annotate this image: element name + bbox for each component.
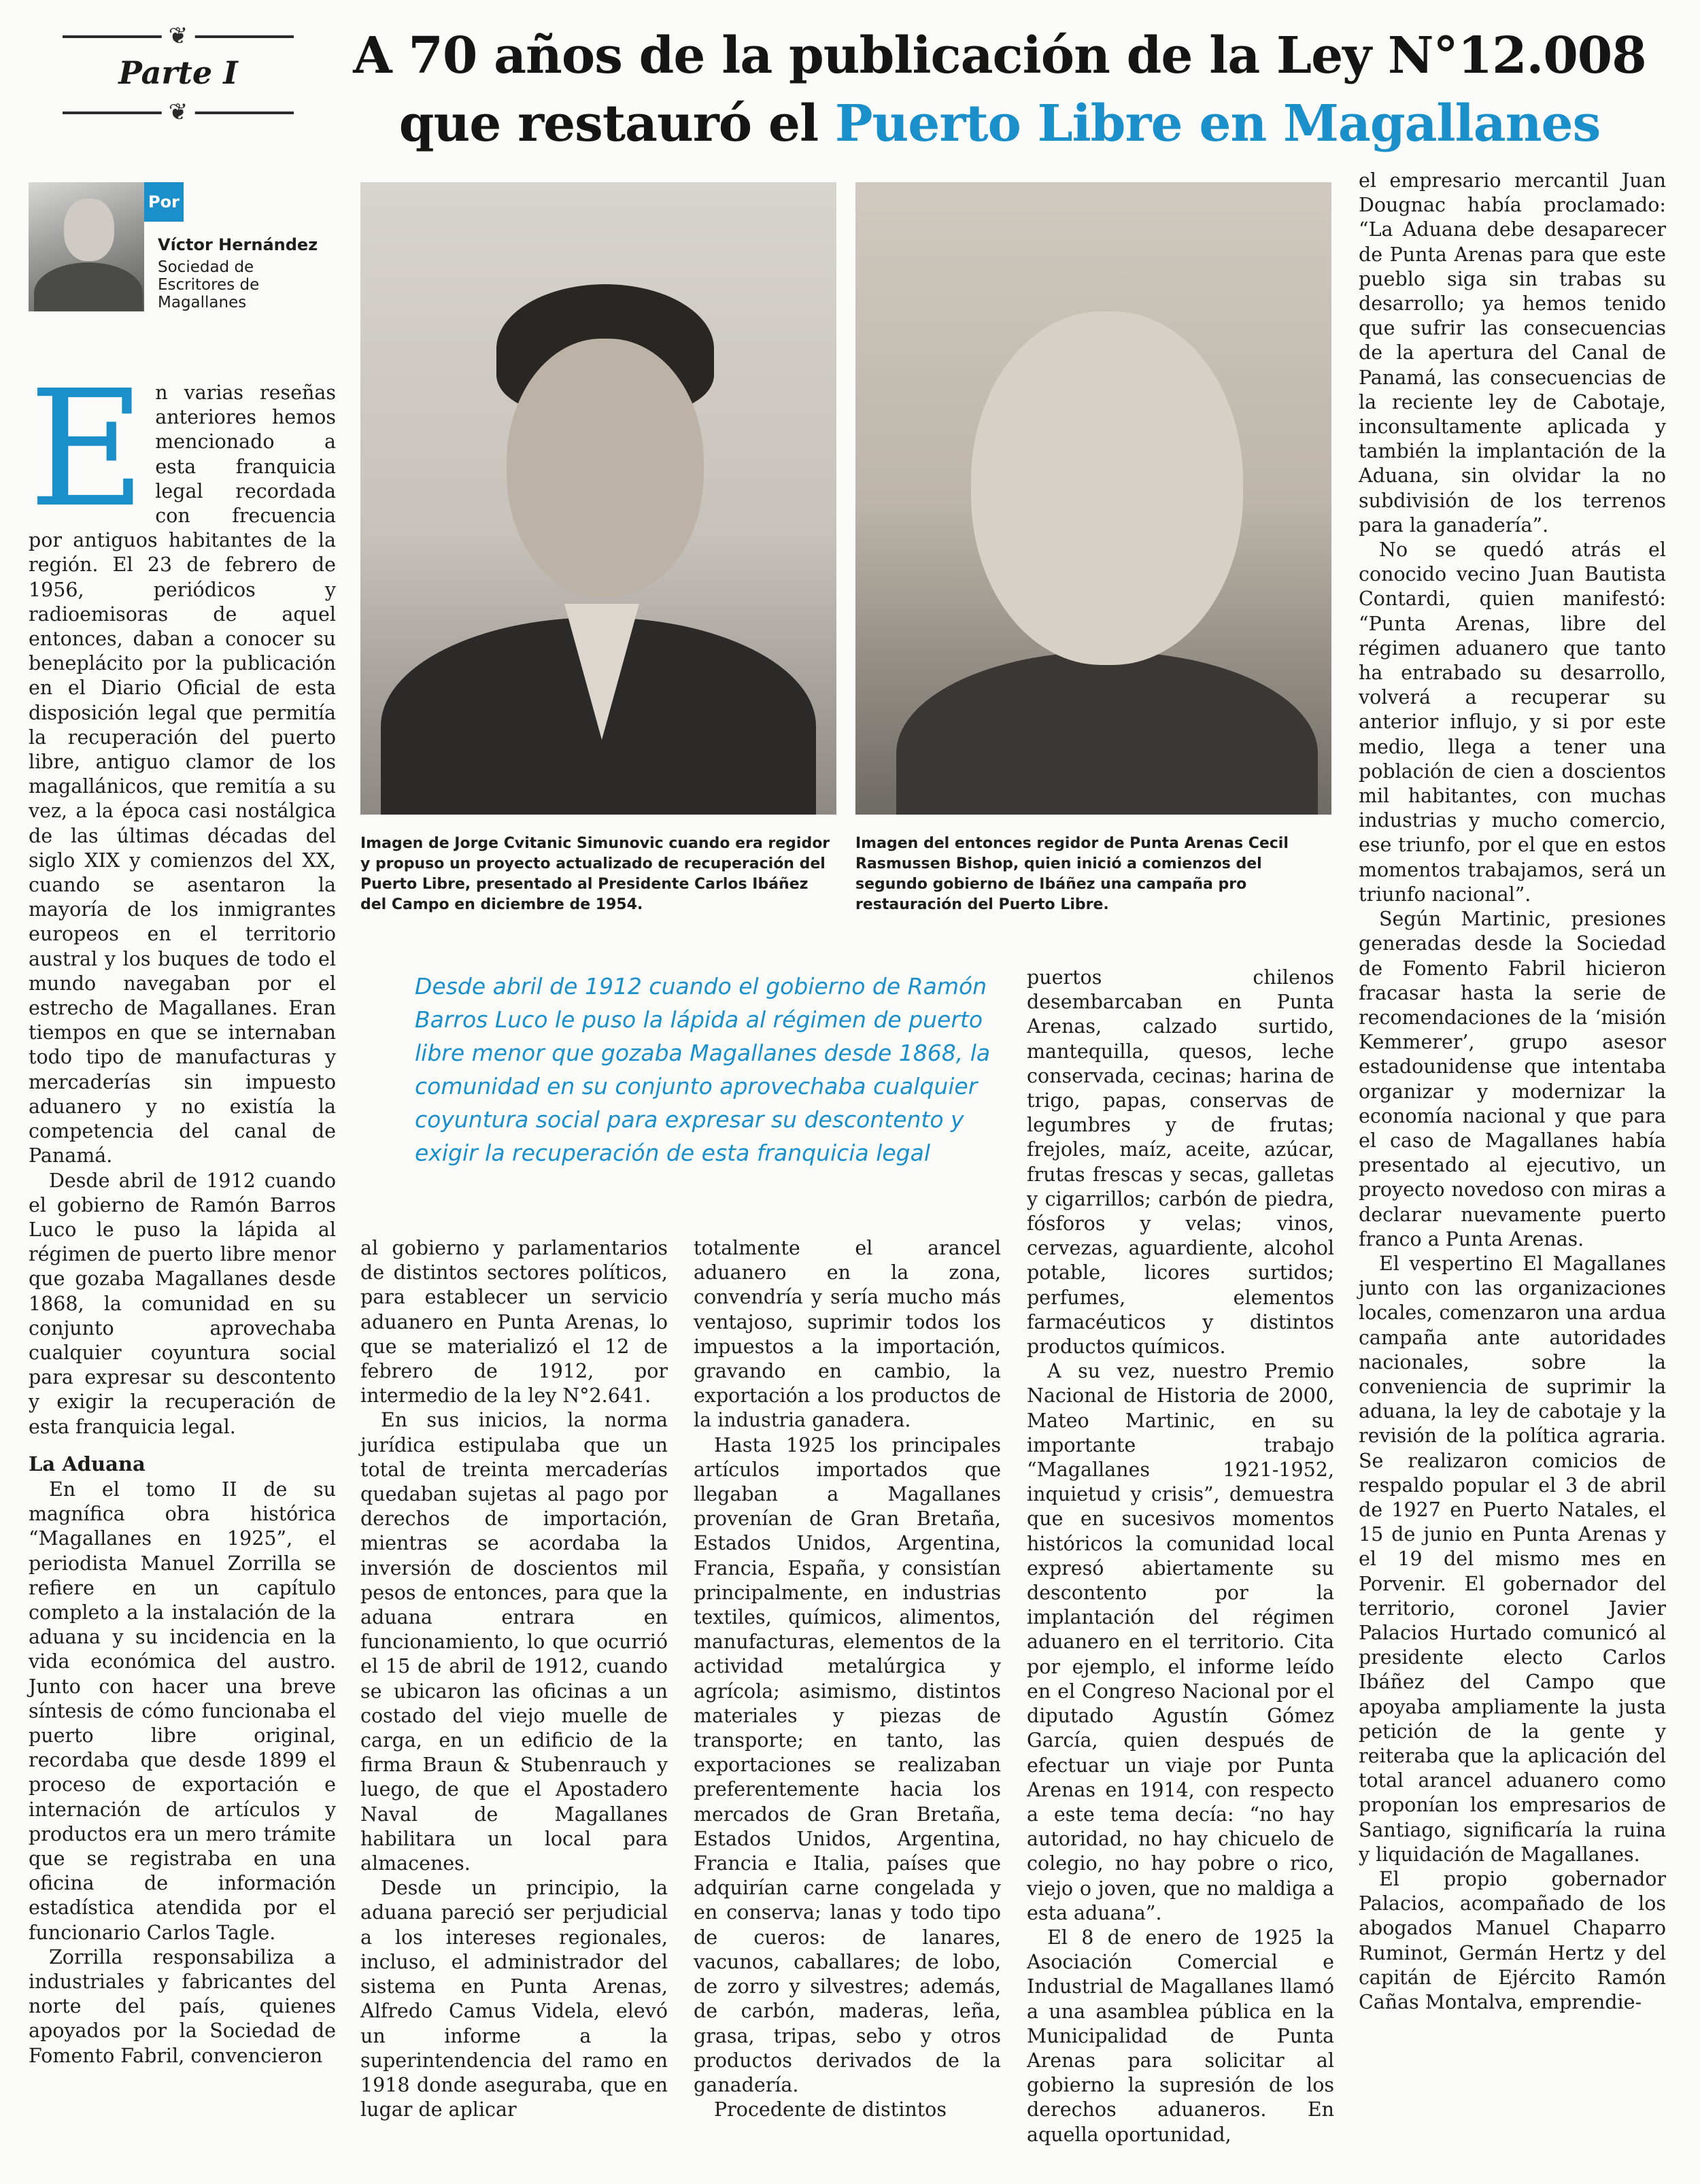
part-label: Parte I xyxy=(118,54,238,91)
paragraph: totalmente el arancel aduanero en la zona, convendría y sería mucho más ventajoso, suprimir todos los impuestos a la importación, gravando en cambio, la exportación a los productos de la industria ganadera. xyxy=(694,1237,1001,1432)
paragraph: En sus inicios, la norma jurídica estipulaba que un total de treinta mercaderías quedaban sujetas al pago por derechos de importación, mientras se acordaba la inversión de doscientos mil pesos de entonces, para que la aduana entrara en funcionamiento, lo que ocurrió el 15 de abril de 1912, cuando se ubicaron las oficinas a un costado del viejo muelle de carga, en un edificio de la firma Braun & Stubenrauch y luego, de que el Apostadero Naval de Magallanes habilitara un local para almacenes. xyxy=(360,1409,668,1875)
paragraph: En varias reseñas anteriores hemos mencionado a esta franquicia legal recordada con frecuencia por antiguos habitantes de la región. El 23 de febrero de 1956, periódicos y radioemisoras de aquel entonces, daban a conocer su beneplácito por la publicación en el Diario Oficial de esta disposición legal que permitía la recuperación del puerto libre, antiguo clamor de los magallánicos, que remitía a su vez, a la época casi nostálgica de las últimas décadas del siglo XIX y comienzos del XX, cuando se asentaron la mayoría de los inmigrantes europeos en el territorio austral y los buques de todo el mundo navegaban por el estrecho de Magallanes. Eran tiempos en que se internaban todo tipo de manufacturas y mercaderías sin impuesto aduanero y no existía la competencia del canal de Panamá. xyxy=(29,356,336,1167)
photo-caption: Imagen del entonces regidor de Punta Arenas Cecil Rasmussen Bishop, quien inició a comienzos del segundo gobierno de Ibáñez una campaña pro restauración del Puerto Libre. xyxy=(855,835,1289,913)
headline-line2 xyxy=(320,90,1680,158)
author-avatar xyxy=(29,182,144,311)
pull-quote: Desde abril de 1912 cuando el gobierno de Ramón Barros Luco le puso la lápida al régimen de puerto libre menor que gozaba Magallanes desde 1868, la comunidad en su conjunto aprovechaba cualquier coyuntura social para expresar su descontento y exigir la recuperación de esta franquicia legal xyxy=(415,973,991,1166)
author-name: Víctor Hernández xyxy=(158,235,318,254)
portrait-photo-rasmussen xyxy=(855,182,1331,815)
photo-caption: Imagen de Jorge Cvitanic Simunovic cuando era regidor y propuso un proyecto actualizado de recuperación del Puerto Libre, presentado al Presidente Carlos Ibáñez del Campo en diciembre de 1954. xyxy=(360,835,830,913)
author-organization: Sociedad de Escritores de Magallanes xyxy=(158,258,260,311)
article-column-4 xyxy=(1027,966,1334,2147)
paragraph: Procedente de distintos xyxy=(714,2098,947,2121)
paragraph: El propio gobernador Palacios, acompañado de los abogados Manuel Chaparro Ruminot, Germán Hertz y del capitán de Ejército Ramón Cañas Montalva, emprendie- xyxy=(1359,1868,1666,2014)
article-column-1 xyxy=(29,356,336,2068)
paragraph: Desde abril de 1912 cuando el gobierno de Ramón Barros Luco le puso la lápida al régimen de puerto libre menor que gozaba Magallanes desde 1868, la comunidad en su conjunto aprovechaba cualquier coyuntura social para expresar su descontento y exigir la recuperación de esta franquicia legal. xyxy=(29,1169,336,1438)
portrait-photo-cvitanic xyxy=(360,182,836,815)
paragraph: Según Martinic, presiones generadas desde la Sociedad de Fomento Fabril hicieron fracasar hasta la serie de recomendaciones de la ‘misión Kemmerer’, grupo asesor estadounidense que intentaba organizar y modernizar la economía nacional y que para el caso de Magallanes había presentado al ejecutivo, un proyecto novedoso con miras a declarar nuevamente puerto franco a Punta Arenas. xyxy=(1359,908,1666,1250)
article-column-5 xyxy=(1359,169,1666,2015)
paragraph: El vespertino El Magallanes junto con las organizaciones locales, comenzaron una ardua campaña ante autoridades nacionales, sobre la conveniencia de suprimir la aduana, la ley de cabotaje y la revisión de la política agraria. Se realizaron comicios de respaldo popular el 3 de abril de 1927 en Puerto Natales, el 15 de junio en Punta Arenas y el 19 del mismo mes en Porvenir. El gobernador del territorio, coronel Javier Palacios Hurtado comunicó al presidente electo Carlos Ibáñez del Campo que apoyaba ampliamente la justa petición de la gente y reiteraba que la aplicación del total arancel aduanero como proponían los empresarios de Santiago, significaría la ruina y liquidación de Magallanes. xyxy=(1359,1252,1666,1866)
paragraph: el empresario mercantil Juan Dougnac había proclamado: “La Aduana debe desaparecer de Punta Arenas para que este pueblo siga sin trabas su desarrollo; ya hemos tenido que sufrir las consecuencias de la apertura del Canal de Panamá, las consecuencias de la reciente ley de Cabotaje, inconsultamente aplicada y también la implantación de la Aduana, sin olvidar la no subdivisión de los terrenos para la ganadería”. xyxy=(1359,169,1666,536)
ornament-icon: ❦ xyxy=(162,24,195,48)
paragraph: Hasta 1925 los principales artículos importados que llegaban a Magallanes provenían de Gran Bretaña, Estados Unidos, Argentina, Francia, España, y consistían principalmente, en industrias textiles, químicos, alimentos, manufacturas, elementos de la actividad metalúrgica y agrícola; asimismo, distintos materiales y piezas de transporte; en tanto, las exportaciones se realizaban preferentemente hacia los mercados de Gran Bretaña, Estados Unidos, Argentina, Francia e Italia, países que adquirían carne congelada y en conserva; lanas y todo tipo de cueros: de lanares, vacunos, caballares; de lobo, de zorro y silvestres; además, de carbón, maderas, leña, grasa, tripas, sebo y otros productos derivados de la ganadería. xyxy=(694,1433,1001,2096)
paragraph: El 8 de enero de 1925 la Asociación Comercial e Industrial de Magallanes llamó a una asamblea pública en la Municipalidad de Punta Arenas para solicitar al gobierno la supresión de los derechos aduaneros. En aquella oportunidad, xyxy=(1027,1926,1334,2146)
headline-line2-plain: que restauró el xyxy=(398,95,835,153)
drop-cap: E xyxy=(29,356,146,543)
article-column-3 xyxy=(694,1236,1001,2122)
section-tag xyxy=(63,23,294,125)
paragraph: En el tomo II de su magnífica obra histórica “Magallanes en 1925”, el periodista Manuel Zorrilla se refiere en un capítulo completo a la instalación de la aduana y su incidencia en la vida económica del austro. Junto con hacer una breve síntesis de cómo funcionaba el puerto libre original, recordaba que desde 1899 el proceso de exportación e internación de artículos y productos era un mero trámite que se registraba en una oficina de información estadística atendida por el funcionario Carlos Tagle. xyxy=(29,1478,336,1944)
paragraph: al gobierno y parlamentarios de distintos sectores políticos, para establecer un servicio aduanero en Punta Arenas, lo que se materializó el 12 de febrero de 1912, por intermedio de la ley N°2.641. xyxy=(360,1237,668,1407)
paragraph: Zorrilla responsabiliza a industriales y fabricantes del norte del país, quienes apoyados por la Sociedad de Fomento Fabril, convencieron xyxy=(29,1945,336,2067)
article-column-2 xyxy=(360,1236,668,2122)
paragraph: A su vez, nuestro Premio Nacional de Historia de 2000, Mateo Martinic, en su importante trabajo “Magallanes 1921-1952, inquietud y crisis”, demuestra que en sucesivos momentos históricos la comunidad local expresó abiertamente su descontento por la implantación del régimen aduanero en el territorio. Cita por ejemplo, el informe leído en el Congreso Nacional por el diputado Agustín Gómez García, quien después de efectuar un viaje por Punta Arenas en 1914, con respecto a este tema decía: “no hay autoridad, no hay chicuelo de colegio, no hay pobre o rico, viejo o joven, que no maldiga a esta aduana”. xyxy=(1027,1360,1334,1924)
headline-highlight: Puerto Libre en Magallanes xyxy=(834,95,1601,153)
author-badge: Por xyxy=(144,182,184,222)
paragraph: No se quedó atrás el conocido vecino Juan Bautista Contardi, quien manifestó: “Punta Arenas, libre del régimen aduanero que tanto ha entrabado su desarrollo, volverá a recuperar su anterior influjo, y si por este medio, llega a tener una población de cien a doscientos mil habitantes, con muchas industrias y mucho comercio, ese triunfo, por el que en estos momentos trabajamos, será un triunfo nacional”. xyxy=(1359,539,1666,906)
subheading: La Aduana xyxy=(29,1452,146,1475)
headline-line1: A 70 años de la publicación de la Ley N°12.008 xyxy=(353,27,1646,85)
ornament-icon: ❦ xyxy=(162,101,195,124)
paragraph: puertos chilenos desembarcaban en Punta Arenas, calzado surtido, mantequilla, quesos, leche conservada, cecinas; harina de trigo, papas, conservas de legumbres y de frutas; frejoles, maíz, aceite, azúcar, frutas frescas y secas, galletas y cigarrillos; carbón de piedra, fósforos y velas; vinos, cervezas, aguardiente, alcohol potable, licores surtidos; perfumes, elementos farmacéuticos y distintos productos químicos. xyxy=(1027,966,1334,1359)
paragraph: Desde un principio, la aduana pareció ser perjudicial a los intereses regionales, incluso, el administrador del sistema en Punta Arenas, Alfredo Camus Videla, elevó un informe a la superintendencia del ramo en 1918 donde aseguraba, que en lugar de aplicar xyxy=(360,1877,668,2121)
headline xyxy=(320,22,1680,158)
